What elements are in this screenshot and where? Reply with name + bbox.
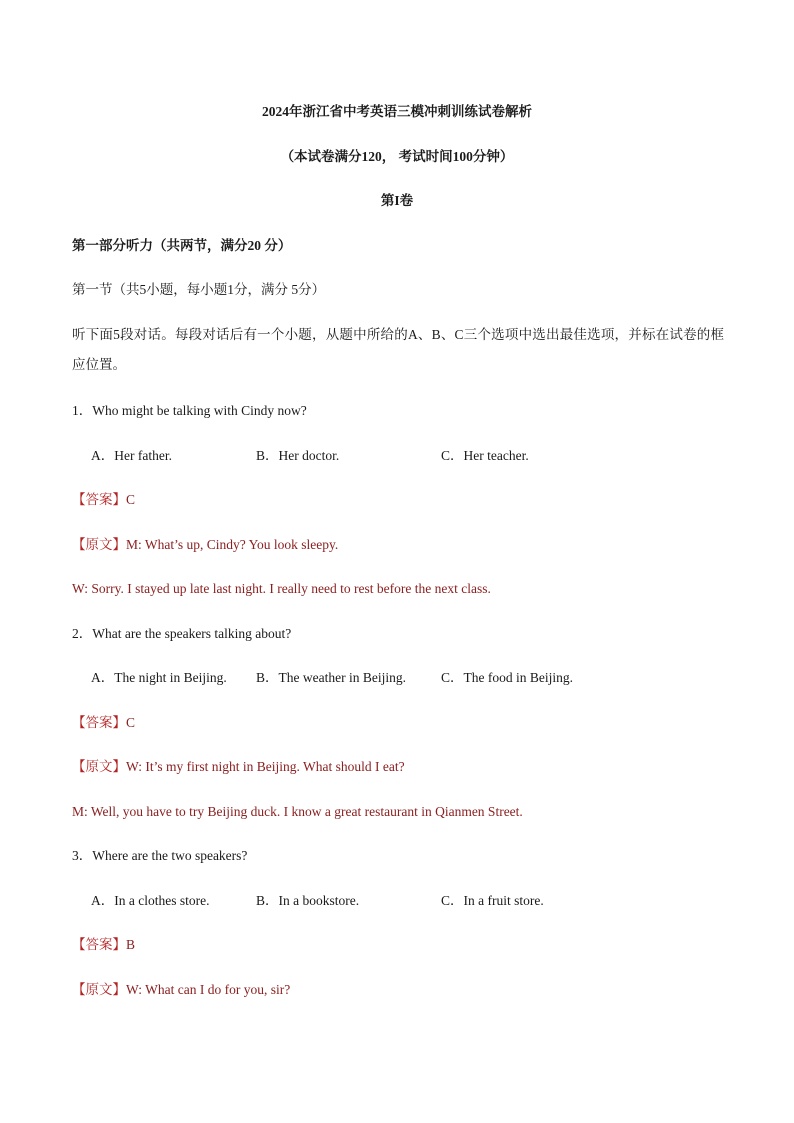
option-c: C．Her teacher. (441, 448, 529, 463)
transcript-line (72, 536, 338, 554)
part-heading: 第一部分听力（共两节，满分20 分） (72, 238, 292, 253)
option-a: A．In a clothes store. (91, 893, 210, 908)
volume-heading: 第I卷 (380, 193, 414, 208)
transcript-line (72, 758, 405, 776)
option-b: B．Her doctor. (256, 448, 340, 463)
section-heading: 第一节（共5小题，每小题1分，满分 5分） (72, 282, 326, 297)
answer-value: C (126, 715, 136, 730)
answer-line (72, 936, 135, 954)
answer-value: B (126, 937, 136, 952)
answer-label: 【答案】 (72, 937, 126, 952)
transcript-continuation: M: Well, you have to try Beijing duck. I know a great restaurant in Qianmen Street. (72, 804, 523, 819)
transcript-text: M: What’s up, Cindy? You look sleepy. (126, 537, 339, 552)
option-b: B．In a bookstore. (256, 893, 360, 908)
answer-label: 【答案】 (72, 492, 126, 507)
answer-value: C (126, 492, 136, 507)
option-a: A．Her father. (91, 448, 172, 463)
transcript-text: W: It’s my first night in Beijing. What should I eat? (126, 759, 405, 774)
transcript-continuation: W: Sorry. I stayed up late last night. I really need to rest before the next class. (72, 581, 491, 596)
answer-line (72, 714, 135, 732)
transcript-label: 【原文】 (72, 759, 126, 774)
option-c: C．In a fruit store. (441, 893, 544, 908)
instructions: 听下面5段对话。每段对话后有一个小题，从题中所给的A、B、C三个选项中选出最佳选项，并标在试卷的框应位置。 (72, 327, 724, 372)
transcript-label: 【原文】 (72, 982, 126, 997)
question-stem: 3．Where are the two speakers? (72, 848, 248, 863)
transcript-label: 【原文】 (72, 537, 126, 552)
document-title: 2024年浙江省中考英语三模冲刺训练试卷解析 (262, 104, 532, 119)
transcript-line (72, 981, 290, 999)
question-stem: 2．What are the speakers talking about? (72, 626, 292, 641)
option-c: C．The food in Beijing. (441, 670, 573, 685)
transcript-text: W: What can I do for you, sir? (126, 982, 291, 997)
option-b: B．The weather in Beijing. (256, 670, 406, 685)
answer-label: 【答案】 (72, 715, 126, 730)
question-stem: 1．Who might be talking with Cindy now? (72, 403, 307, 418)
document-subtitle: （本试卷满分120， 考试时间100分钟） (280, 149, 514, 164)
option-a: A．The night in Beijing. (91, 670, 227, 685)
answer-line (72, 491, 135, 509)
